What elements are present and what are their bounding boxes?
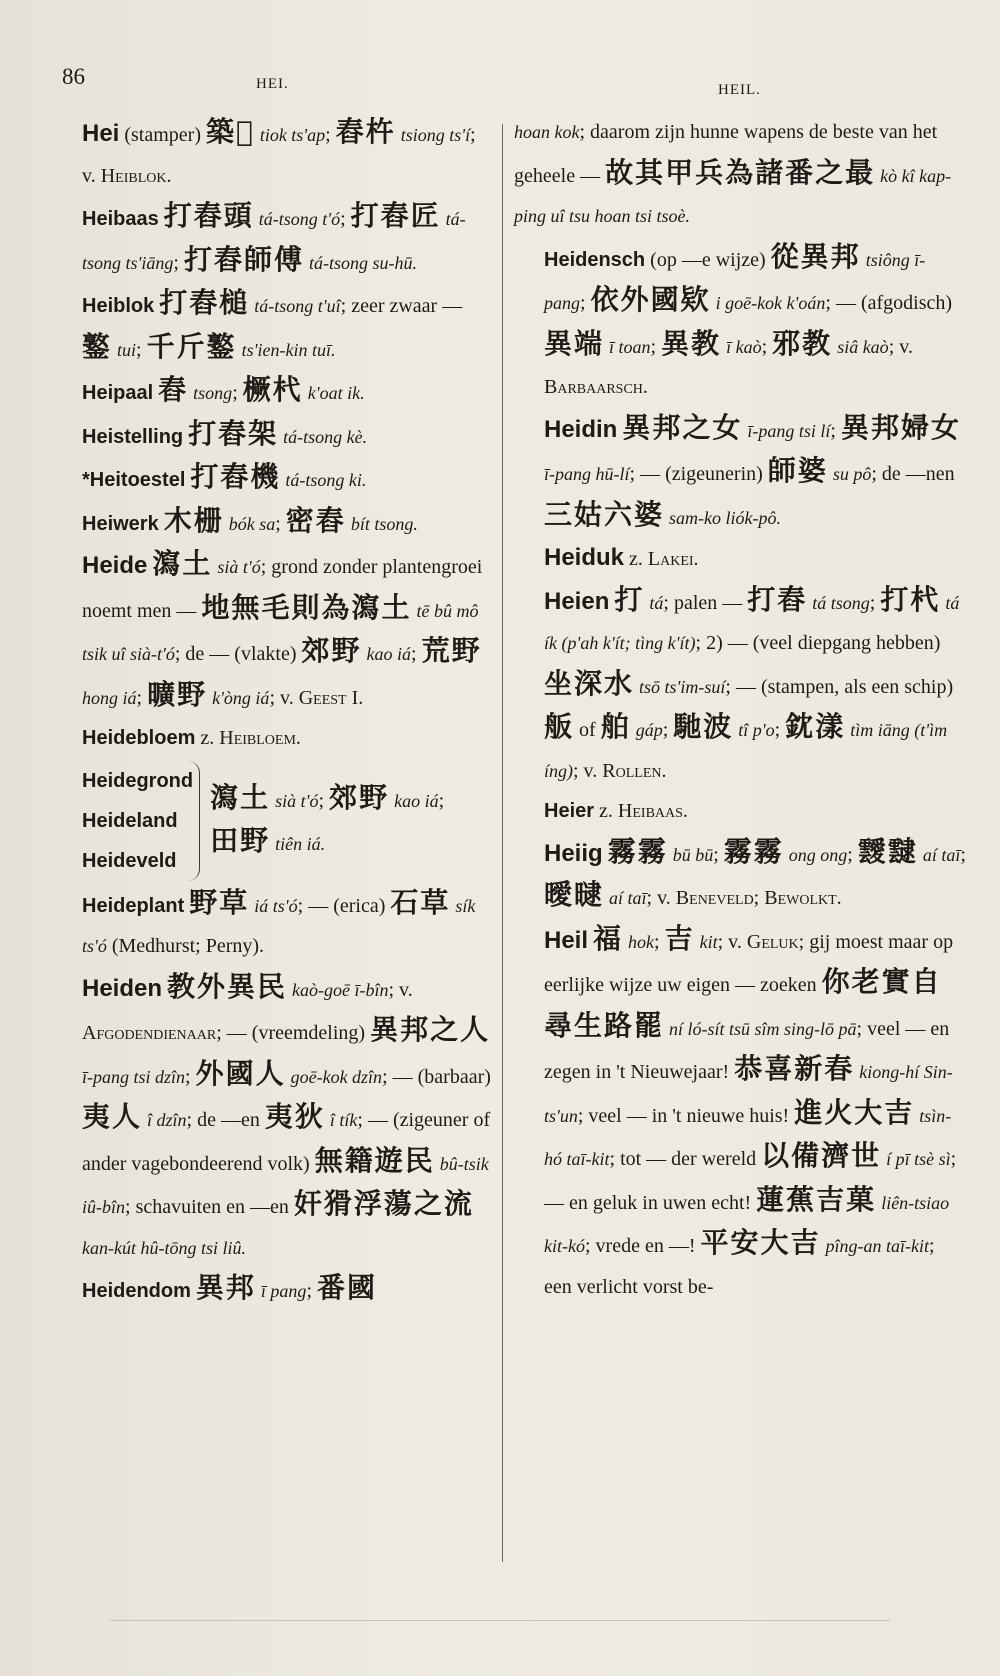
chinese-text: 外國人 bbox=[195, 1056, 286, 1090]
chinese-text: 打舂槌 bbox=[159, 286, 250, 319]
chinese-text: 石草 bbox=[390, 885, 451, 919]
chinese-text: 郊野 bbox=[329, 780, 390, 814]
chinese-text: 吉 bbox=[664, 921, 695, 955]
romanization: tá bbox=[649, 592, 664, 613]
romanization: tî p'o bbox=[738, 720, 775, 740]
headword: Heiduk bbox=[544, 544, 625, 571]
chinese-text: 你老實自尋生路罷 bbox=[544, 965, 942, 1042]
definition: — (zigeuner of ander vagebondeerend volk) bbox=[82, 1109, 491, 1175]
entry-heiduk: Heiduk z. Lakei. bbox=[544, 544, 699, 571]
chinese-text: 密舂 bbox=[285, 503, 346, 537]
romanization: liên-tsiao kit-kó bbox=[544, 1192, 950, 1256]
chinese-text: 舂 bbox=[158, 373, 189, 406]
chinese-text: 恭喜新春 bbox=[734, 1052, 855, 1085]
running-header-left: HEI. bbox=[256, 76, 289, 92]
romanization: i goē-kok k'oán bbox=[715, 293, 826, 313]
entry-heibaas: Heibaas 打舂頭 tá-tsong t'ó; 打舂匠 tá-tsong ts'iāng; 打舂師傅 tá-tsong su-hū. bbox=[82, 199, 466, 276]
romanization: gáp bbox=[635, 720, 663, 740]
grouped-definition: 瀉土 sià t'ó; 郊野 kao iá; 田野 tiên iá. bbox=[210, 780, 445, 857]
romanization: tá-tsong ki. bbox=[285, 470, 367, 490]
definition: de —en bbox=[197, 1109, 260, 1131]
definition: veel — en zegen in 't Nieuwejaar! bbox=[544, 1017, 950, 1083]
entry-group-heidegrond bbox=[52, 761, 492, 881]
chinese-text: 舶 bbox=[600, 710, 631, 743]
romanization: tē bû mô tsik uî sià-t'ó bbox=[82, 600, 479, 664]
headword: Heideveld bbox=[82, 849, 177, 872]
chinese-text: 鈂漾 bbox=[785, 710, 846, 743]
chinese-text: 依外國欵 bbox=[590, 283, 711, 316]
entry-heidin: Heidin 異邦之女 ī-pang tsi lí; 異邦婦女 ī-pang hū-lí; — (zigeunerin) 師婆 su pô; de —nen 三姑六婆 sam-ko liók-pô. bbox=[544, 410, 961, 531]
chinese-text: 鐜 bbox=[82, 329, 113, 363]
romanization: ts'ien-kin tuī. bbox=[241, 339, 336, 360]
romanization: tsiông ī-pang bbox=[544, 249, 926, 313]
romanization: iá ts'ó bbox=[254, 895, 298, 916]
chinese-text: 故其甲兵為諸番之最 bbox=[605, 155, 876, 189]
romanization: su pô bbox=[832, 464, 872, 484]
chinese-text: 異端 bbox=[544, 326, 605, 360]
chinese-text: 曠野 bbox=[147, 677, 208, 711]
romanization: kaò-goē ī-bîn bbox=[292, 979, 389, 1000]
romanization: tiok ts'ap bbox=[259, 125, 326, 145]
column-divider bbox=[502, 124, 503, 1562]
headword: Heidin bbox=[544, 415, 618, 443]
chinese-text: 番國 bbox=[317, 1271, 378, 1304]
definition: (op —e wijze) bbox=[650, 248, 766, 271]
romanization: pîng-an taī-kit bbox=[825, 1236, 929, 1256]
romanization: tá-tsong t'ó bbox=[258, 209, 341, 229]
romanization: hong iá bbox=[82, 687, 137, 708]
chinese-text: 奸猾浮蕩之流 bbox=[293, 1187, 474, 1220]
romanization: ī kaò bbox=[726, 336, 762, 357]
headword: Heidebloem bbox=[82, 727, 196, 749]
cross-reference: Lakei. bbox=[647, 548, 699, 570]
headword: Heipaal bbox=[82, 382, 154, 404]
definition: de —nen bbox=[881, 463, 955, 485]
chinese-text: 從異邦 bbox=[770, 239, 861, 273]
definition: schavuiten en —en bbox=[135, 1196, 289, 1218]
chinese-text: 郊野 bbox=[301, 634, 362, 667]
romanization: tá-tsong ts'iāng bbox=[82, 209, 466, 273]
page-bottom-shadow bbox=[110, 1620, 890, 1621]
chinese-text: 打舂 bbox=[747, 582, 808, 616]
romanization: sam-ko liók-pô. bbox=[669, 507, 781, 528]
entry-heidendom-continued: hoan kok; daarom zijn hunne wapens de beste van het geheele — 故其甲兵為諸番之最 kò kî kap-ping uî tsu hoan tsi tsoè. bbox=[514, 121, 952, 226]
headword: Heiden bbox=[82, 974, 163, 1002]
chinese-text: 曖曃 bbox=[544, 878, 605, 911]
romanization: bít tsong. bbox=[350, 513, 418, 534]
chinese-text: 夷狄 bbox=[264, 1100, 325, 1133]
entry-heide: Heide 瀉土 sià t'ó; grond zonder plantengroei noemt men — 地無毛則為瀉土 tē bû mô tsik uî sià-t'ó; de — (vlakte) 郊野 kao iá; 荒野 hong iá; 曠野 k'òng iá; v. Geest I. bbox=[82, 547, 483, 711]
cross-reference: Barbaarsch. bbox=[544, 376, 648, 398]
headword: Heide bbox=[82, 552, 148, 579]
entry-heidendom: Heidendom 異邦 ī pang; 番國 bbox=[82, 1271, 378, 1304]
headword: Hei bbox=[82, 120, 120, 147]
chinese-text: 瀉土 bbox=[210, 780, 271, 814]
definition: — (afgodisch) bbox=[835, 292, 953, 314]
chinese-text: 築𣒙 bbox=[206, 115, 255, 148]
romanization: bû-tsik iû-bîn bbox=[82, 1153, 489, 1217]
headword: Heidegrond bbox=[82, 769, 194, 792]
chinese-text: 平安大吉 bbox=[700, 1226, 821, 1259]
romanization: kiong-hí Sin-ts'un bbox=[544, 1062, 953, 1126]
entry-heitoestel bbox=[52, 457, 492, 501]
romanization: tsìn-hó taī-kit bbox=[544, 1105, 952, 1169]
romanization: ī-pang tsi lí bbox=[747, 420, 831, 441]
romanization: ī-pang hū-lí bbox=[544, 464, 630, 484]
romanization: kao iá bbox=[394, 790, 439, 811]
headword: Heideplant bbox=[82, 894, 185, 917]
romanization: ní ló-sít tsū sîm sing-lō pā bbox=[669, 1018, 857, 1039]
romanization: î tík bbox=[329, 1110, 358, 1130]
chinese-text: 福 bbox=[593, 921, 624, 955]
romanization: goē-kok dzîn bbox=[290, 1066, 383, 1087]
entry-heipaal: Heipaal 舂 tsong; 橛杙 k'oat ik. bbox=[82, 373, 365, 406]
definition: — (zigeunerin) bbox=[640, 463, 763, 485]
romanization: sík ts'ó bbox=[82, 895, 476, 956]
definition: palen — bbox=[673, 591, 743, 614]
definition: — (erica) bbox=[308, 894, 386, 917]
romanization: siâ kaò bbox=[837, 336, 889, 357]
cross-reference: Geest I. bbox=[298, 686, 364, 709]
entry-heiig: Heiig 霧霧 bū bū; 霧霧 ong ong; 靉靆 aí taī; 曖曃 aí taī; v. Beneveld; Bewolkt. bbox=[544, 834, 966, 911]
chinese-text: 荒野 bbox=[421, 634, 482, 667]
chinese-text: 坐深水 bbox=[544, 666, 635, 700]
romanization: k'oat ik. bbox=[307, 383, 365, 403]
entry-heidebloem: Heidebloem z. Heibloem. bbox=[82, 727, 301, 749]
definition: gij moest maar op eerlijke wijze uw eigen — zoeken bbox=[544, 930, 954, 996]
chinese-text: 打舂架 bbox=[188, 416, 279, 450]
left-column bbox=[52, 112, 492, 1312]
entry-heistelling bbox=[52, 414, 492, 458]
headword: Heiig bbox=[544, 839, 603, 867]
definition: 2) — (veel diepgang hebben) bbox=[706, 632, 941, 654]
headword: Heidensch bbox=[544, 248, 646, 271]
chinese-text: 打舂機 bbox=[190, 460, 281, 493]
cross-reference: Afgodendienaar bbox=[82, 1022, 217, 1044]
chinese-text: 馳波 bbox=[673, 710, 734, 743]
romanization: tiên iá. bbox=[275, 833, 326, 854]
romanization: bū bū bbox=[672, 844, 714, 865]
definition: vrede en —! bbox=[595, 1235, 696, 1257]
definition: (stamper) bbox=[124, 124, 201, 146]
entry-heier: Heier z. Heibaas. bbox=[544, 800, 688, 822]
romanization: tá ík (p'ah k'ít; tìng k'ít) bbox=[544, 592, 960, 653]
romanization: ī pang bbox=[260, 1281, 307, 1301]
chinese-text: 蓮蕉吉菓 bbox=[756, 1182, 877, 1216]
chinese-text: 千斤鐜 bbox=[146, 329, 237, 363]
definition: grond zonder plantengroei noemt men — bbox=[82, 556, 483, 622]
chinese-text: 夷人 bbox=[82, 1100, 143, 1133]
chinese-text: 木栅 bbox=[163, 503, 224, 537]
romanization: tá-tsong t'uî bbox=[254, 296, 341, 316]
chinese-text: 靉靆 bbox=[857, 834, 918, 868]
chinese-text: 霧霧 bbox=[723, 834, 784, 868]
romanization: kao iá bbox=[366, 644, 412, 664]
romanization: aí taī bbox=[609, 888, 647, 908]
chinese-text: 打杙 bbox=[880, 582, 941, 616]
cross-reference: Rollen. bbox=[602, 759, 667, 782]
grouped-headwords bbox=[82, 761, 200, 881]
definition: — en geluk in uwen echt! bbox=[544, 1191, 752, 1214]
romanization: tá-tsong su-hū. bbox=[308, 252, 417, 273]
headword: Heien bbox=[544, 587, 610, 615]
cross-reference: Heibaas. bbox=[617, 800, 688, 822]
romanization: aí taī bbox=[922, 844, 961, 865]
romanization: î dzîn bbox=[147, 1110, 187, 1130]
romanization: tìm iāng (t'ìm íng) bbox=[544, 720, 948, 781]
romanization: ong ong bbox=[788, 844, 848, 865]
headword: Heiblok bbox=[82, 295, 155, 317]
headword: Heil bbox=[544, 926, 589, 954]
chinese-text: 師婆 bbox=[767, 454, 828, 487]
chinese-text: 野草 bbox=[189, 885, 250, 919]
romanization: tsiong ts'í bbox=[400, 125, 471, 145]
definition: zeer zwaar — bbox=[351, 295, 463, 317]
chinese-text: 邪教 bbox=[772, 326, 833, 360]
definition: veel — in 't nieuwe huis! bbox=[588, 1104, 790, 1127]
cross-reference: Geluk bbox=[746, 930, 799, 953]
running-header-right: HEIL. bbox=[718, 82, 761, 98]
headword: Heideland bbox=[82, 809, 178, 832]
chinese-text: 舨 bbox=[544, 710, 575, 743]
romanization: ī-pang tsi dzîn bbox=[82, 1066, 186, 1087]
chinese-text: 進火大吉 bbox=[794, 1095, 915, 1129]
headword: Heistelling bbox=[82, 425, 184, 448]
chinese-text: 異邦之人 bbox=[370, 1013, 491, 1046]
chinese-text: 舂杵 bbox=[335, 115, 396, 148]
romanization: kit bbox=[699, 931, 718, 952]
romanization: sià t'ó bbox=[275, 790, 319, 811]
headword: Heiwerk bbox=[82, 512, 159, 535]
page-number: 86 bbox=[62, 64, 85, 89]
romanization: tsō ts'im-suí bbox=[639, 676, 726, 697]
chinese-text: 打 bbox=[614, 582, 645, 616]
chinese-text: 異邦 bbox=[195, 1271, 256, 1304]
chinese-text: 田野 bbox=[210, 823, 271, 857]
romanization: hoan kok bbox=[514, 122, 580, 142]
romanization: ī toan bbox=[609, 336, 651, 357]
cross-reference: Beneveld; Bewolkt. bbox=[675, 887, 842, 909]
chinese-text: 無籍遊民 bbox=[314, 1143, 435, 1177]
definition: — (barbaar) bbox=[392, 1065, 491, 1088]
chinese-text: 打舂頭 bbox=[163, 199, 254, 232]
romanization: kò kî kap-ping uî tsu hoan tsi tsoè. bbox=[514, 165, 952, 226]
romanization: í pī tsè sì bbox=[886, 1149, 951, 1169]
definition: — (vreemdeling) bbox=[226, 1022, 366, 1044]
entry-hei: Hei (stamper) 築𣒙 tiok ts'ap; 舂杵 tsiong ts'í; v. Heiblok. bbox=[82, 115, 476, 187]
entry-heil: Heil 福 hok; 吉 kit; v. Geluk; gij moest maar op eerlijke wijze uw eigen — zoeken 你老實自尋生路罷 ní ló-sít tsū sîm sing-lō pā; veel — en zegen in 't Nieuwejaar! 恭喜新春 kiong-hí Sin-ts'un; veel — in 't nieuwe huis! 進火大吉 tsìn-hó taī-kit; tot — der wereld 以備濟世 í pī tsè sì; — en geluk in uwen echt! 蓮蕉吉菓 liên-tsiao kit-kó; vrede en —! 平安大吉 pîng-an taī-kit; een verlicht vorst be- bbox=[544, 921, 957, 1298]
romanization: tá-tsong kè. bbox=[283, 426, 368, 447]
chinese-text: 打舂師傅 bbox=[183, 242, 304, 276]
definition: daarom zijn hunne wapens de beste van het geheele — bbox=[514, 121, 938, 187]
cross-reference: Heiblok. bbox=[100, 164, 172, 187]
romanization: kan-kút hû-tōng tsi liû. bbox=[82, 1237, 246, 1258]
definition: tot — der wereld bbox=[620, 1148, 757, 1170]
definition: (Medhurst; Perny). bbox=[111, 935, 265, 957]
entry-heiden: Heiden 教外異民 kaò-goē ī-bîn; v. Afgodendienaar; — (vreemdeling) 異邦之人 ī-pang tsi dzîn; 外國人 goē-kok dzîn; — (barbaar) 夷人 î dzîn; de —en 夷狄 î tík; — (zigeuner of ander vagebondeerend volk) 無籍遊民 bû-tsik iû-bîn; schavuiten en —en 奸猾浮蕩之流 kan-kút hû-tōng tsi liû. bbox=[82, 969, 491, 1258]
entry-heiblok: Heiblok 打舂槌 tá-tsong t'uî; zeer zwaar — 鐜 tui; 千斤鐜 ts'ien-kin tuī. bbox=[82, 286, 463, 363]
headword: Heibaas bbox=[82, 208, 159, 230]
chinese-text: 橛杙 bbox=[242, 373, 303, 406]
definition: een verlicht vorst be- bbox=[544, 1275, 714, 1298]
headword: Heidendom bbox=[82, 1280, 191, 1302]
chinese-text: 異教 bbox=[661, 326, 722, 360]
chinese-text: 瀉土 bbox=[152, 547, 213, 580]
definition: — (stampen, als een schip) bbox=[735, 675, 954, 698]
right-column bbox=[514, 112, 966, 1307]
chinese-text: 霧霧 bbox=[607, 834, 668, 868]
definition: of bbox=[579, 719, 596, 741]
chinese-text: 以備濟世 bbox=[761, 1139, 882, 1172]
chinese-text: 教外異民 bbox=[167, 969, 288, 1003]
chinese-text: 異邦之女 bbox=[622, 410, 743, 444]
entry-heideplant: Heideplant 野草 iá ts'ó; — (erica) 石草 sík ts'ó (Medhurst; Perny). bbox=[82, 885, 476, 957]
chinese-text: 三姑六婆 bbox=[544, 497, 665, 531]
definition: de — (vlakte) bbox=[185, 643, 297, 665]
headword: *Heitoestel bbox=[82, 469, 186, 491]
chinese-text: 異邦婦女 bbox=[840, 410, 961, 444]
entry-heien: Heien 打 tá; palen — 打舂 tá tsong; 打杙 tá ík (p'ah k'ít; tìng k'ít); 2) — (veel diepgang hebben) 坐深水 tsō ts'im-suí; — (stampen, als een schip) 舨 of 舶 gáp; 馳波 tî p'o; 鈂漾 tìm iāng (t'ìm íng); v. Rollen. bbox=[544, 582, 960, 782]
chinese-text: 打舂匠 bbox=[350, 199, 441, 232]
chinese-text: 地無毛則為瀉土 bbox=[201, 590, 412, 624]
romanization: tsong bbox=[193, 383, 233, 403]
entry-heiwerk: Heiwerk 木栅 bók sa; 密舂 bít tsong. bbox=[82, 503, 418, 537]
romanization: tá tsong bbox=[812, 592, 870, 613]
romanization: sià t'ó bbox=[217, 557, 261, 577]
cross-reference: Heibloem. bbox=[219, 727, 301, 749]
entry-heidensch: Heidensch (op —e wijze) 從異邦 tsiông ī-pang; 依外國欵 i goē-kok k'oán; — (afgodisch) 異端 ī toan; 異教 ī kaò; 邪教 siâ kaò; v. Barbaarsch. bbox=[544, 239, 953, 398]
romanization: tui bbox=[117, 339, 137, 360]
headword: Heier bbox=[544, 800, 595, 822]
romanization: k'òng iá bbox=[212, 687, 270, 708]
romanization: hok bbox=[628, 931, 655, 952]
romanization: bók sa bbox=[228, 513, 276, 534]
